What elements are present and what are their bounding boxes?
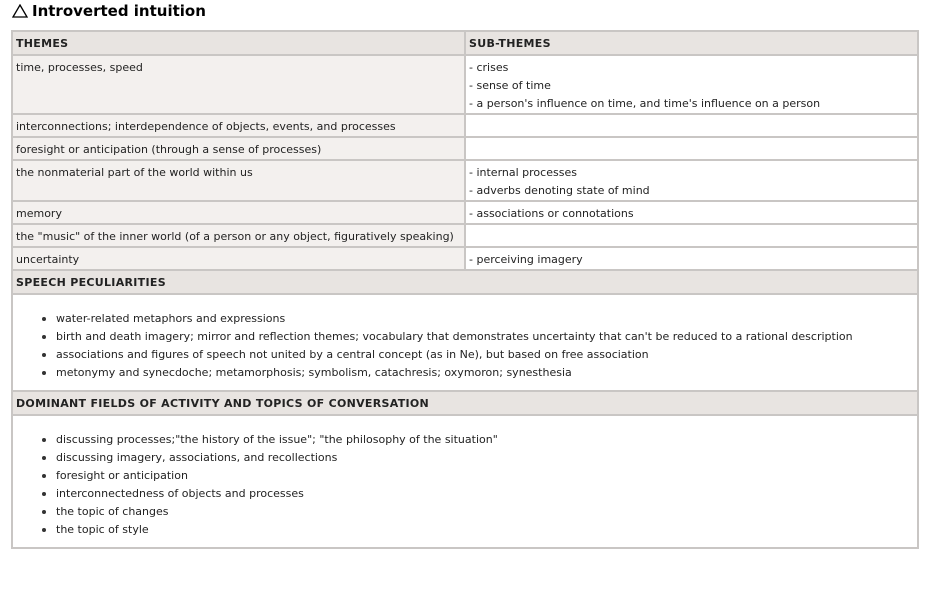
- dominant-fields-list: [16, 431, 914, 539]
- dominant-fields-heading-row: [12, 391, 918, 415]
- speech-peculiarities-body-row: [12, 294, 918, 391]
- theme-cell: the nonmaterial part of the world within us: [12, 160, 465, 201]
- theme-cell: foresight or anticipation (through a sense of processes): [12, 137, 465, 160]
- triangle-outline-icon: [12, 4, 28, 18]
- subtheme-item: - adverbs denoting state of mind: [469, 184, 650, 197]
- subtheme-cell: [465, 224, 918, 247]
- subtheme-cell: [465, 201, 918, 224]
- list-item: interconnectedness of objects and processes: [56, 485, 914, 503]
- speech-peculiarities-body: [12, 294, 918, 391]
- table-header-row: [12, 31, 918, 55]
- speech-peculiarities-heading: SPEECH PECULIARITIES: [12, 270, 918, 294]
- column-header-themes: THEMES: [12, 31, 465, 55]
- speech-peculiarities-heading-row: [12, 270, 918, 294]
- subtheme-cell: [465, 247, 918, 270]
- list-item: discussing processes;"the history of the issue"; "the philosophy of the situation": [56, 431, 914, 449]
- theme-cell: time, processes, speed: [12, 55, 465, 114]
- subtheme-cell: [465, 55, 918, 114]
- subtheme-cell: [465, 114, 918, 137]
- list-item: birth and death imagery; mirror and reflection themes; vocabulary that demonstrates uncertainty that can't be reduced to a rational description: [56, 328, 914, 346]
- table-row: [12, 224, 918, 247]
- list-item: water-related metaphors and expressions: [56, 310, 914, 328]
- themes-table: [11, 30, 919, 549]
- list-item: foresight or anticipation: [56, 467, 914, 485]
- table-row: [12, 114, 918, 137]
- table-row: [12, 201, 918, 224]
- subtheme-item: - a person's influence on time, and time's influence on a person: [469, 97, 821, 110]
- speech-peculiarities-list: [16, 310, 914, 382]
- subtheme-item: - internal processes: [469, 166, 577, 179]
- page-heading: [12, 0, 206, 22]
- theme-cell: the "music" of the inner world (of a person or any object, figuratively speaking): [12, 224, 465, 247]
- dominant-fields-heading: DOMINANT FIELDS OF ACTIVITY AND TOPICS OF CONVERSATION: [12, 391, 918, 415]
- theme-cell: memory: [12, 201, 465, 224]
- list-item: the topic of style: [56, 521, 914, 539]
- subtheme-cell: [465, 160, 918, 201]
- theme-cell: interconnections; interdependence of objects, events, and processes: [12, 114, 465, 137]
- list-item: the topic of changes: [56, 503, 914, 521]
- list-item: discussing imagery, associations, and recollections: [56, 449, 914, 467]
- subtheme-item: - perceiving imagery: [469, 253, 583, 266]
- theme-cell: uncertainty: [12, 247, 465, 270]
- list-item: metonymy and synecdoche; metamorphosis; symbolism, catachresis; oxymoron; synesthesia: [56, 364, 914, 382]
- dominant-fields-body-row: [12, 415, 918, 548]
- dominant-fields-body: [12, 415, 918, 548]
- table-row: [12, 247, 918, 270]
- subtheme-item: - sense of time: [469, 79, 551, 92]
- table-row: [12, 160, 918, 201]
- table-row: [12, 55, 918, 114]
- page-title: Introverted intuition: [32, 2, 206, 20]
- list-item: associations and figures of speech not united by a central concept (as in Ne), but based on free association: [56, 346, 914, 364]
- subtheme-item: - associations or connotations: [469, 207, 634, 220]
- column-header-subthemes: SUB-THEMES: [465, 31, 918, 55]
- table-row: [12, 137, 918, 160]
- subtheme-cell: [465, 137, 918, 160]
- subtheme-item: - crises: [469, 61, 509, 74]
